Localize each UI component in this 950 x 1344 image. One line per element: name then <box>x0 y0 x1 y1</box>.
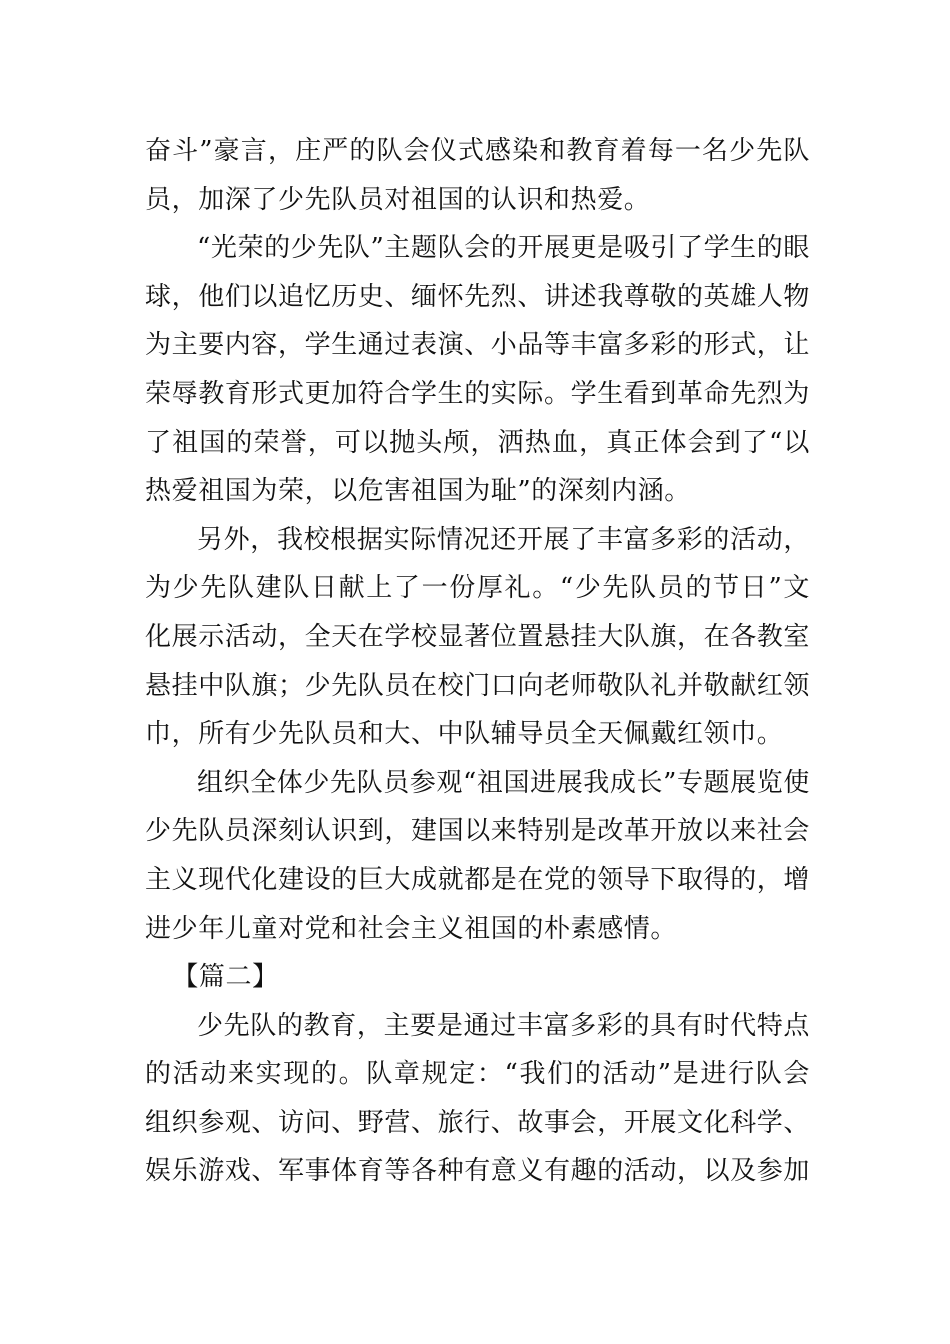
paragraph-theme-meeting: “光荣的少先队”主题队会的开展更是吸引了学生的眼球，他们以追忆历史、缅怀先烈、讲述我尊敬的英雄人物为主要内容，学生通过表演、小品等丰富多彩的形式，让荣辱教育形式更加符合学生的实际。学生看到革命先烈为了祖国的荣誉，可以抛头颅，洒热血，真正体会到了“以热爱祖国为荣，以危害祖国为耻”的深刻内涵。 <box>145 233 811 507</box>
document-body <box>145 127 810 1196</box>
paragraph-education: 少先队的教育，主要是通过丰富多彩的具有时代特点的活动来实现的。队章规定：“我们的活动”是进行队会组织参观、访问、野营、旅行、故事会，开展文化科学、娱乐游戏、军事体育等各种有意义有趣的活动，以及参加 <box>145 1010 811 1187</box>
section-heading: 【篇二】 <box>172 962 279 993</box>
paragraph-activities: 另外，我校根据实际情况还开展了丰富多彩的活动，为少先队建队日献上了一份厚礼。“少先队员的节日”文化展示活动，全天在学校显著位置悬挂大队旗，在各教室悬挂中队旗；少先队员在校门口向老师敬队礼并敬献红领巾，所有少先队员和大、中队辅导员全天佩戴红领巾。 <box>145 524 811 750</box>
paragraph-exhibition: 组织全体少先队员参观“祖国进展我成长”专题展览使少先队员深刻认识到，建国以来特别是改革开放以来社会主义现代化建设的巨大成就都是在党的领导下取得的，增进少年儿童对党和社会主义祖国的朴素感情。 <box>145 767 811 944</box>
paragraph-continued: 奋斗”豪言，庄严的队会仪式感染和教育着每一名少先队员，加深了少先队员对祖国的认识和热爱。 <box>145 136 810 215</box>
